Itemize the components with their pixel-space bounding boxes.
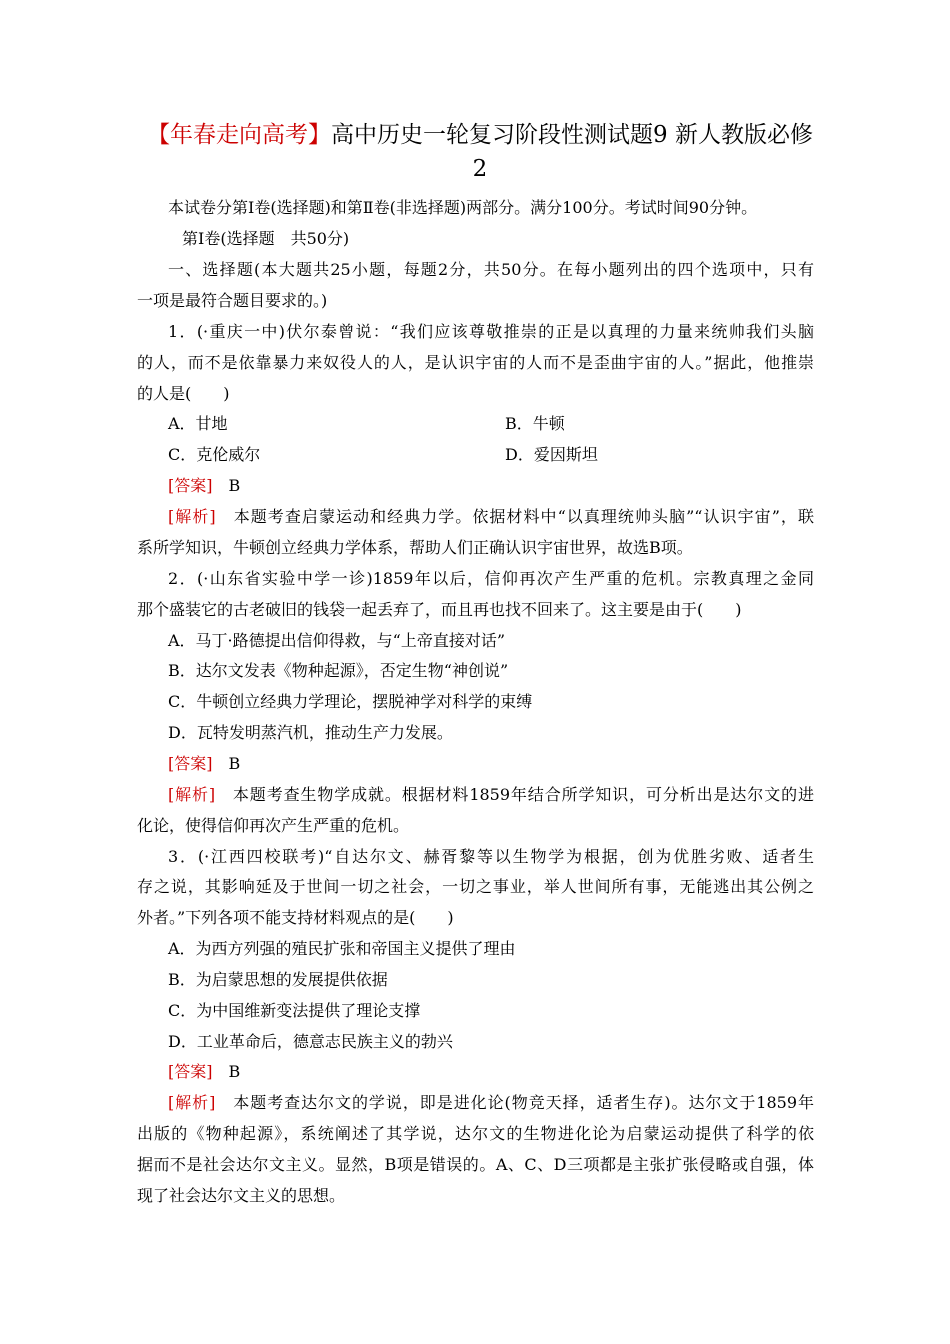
q1-stem-line-2: 的人，而不是依靠暴力来奴役人的人，是认识宇宙的人而不是歪曲宇宙的人。”据此，他推崇 <box>137 353 814 372</box>
q3-option-c: C．为中国维新变法提供了理论支撑 <box>168 1001 421 1020</box>
instructions-line-1: 一、选择题(本大题共25小题，每题2分，共50分。在每小题列出的四个选项中，只有 <box>168 260 814 279</box>
analysis-text: 本题考查达尔文的学说，即是进化论(物竞天择，适者生存)。达尔文于1859年 <box>233 1093 814 1112</box>
q2-option-a: A．马丁·路德提出信仰得救，与“上帝直接对话” <box>168 631 506 650</box>
document-title <box>140 118 820 186</box>
analysis-text: 本题考查启蒙运动和经典力学。依据材料中“以真理统帅头脑”“认识宇宙”，联 <box>233 507 814 526</box>
q3-analysis-line-1 <box>168 1093 814 1113</box>
q2-option-c: C．牛顿创立经典力学理论，摆脱神学对科学的束缚 <box>168 692 533 711</box>
q1-stem-line-3: 的人是( ) <box>137 384 230 403</box>
q3-stem-line-1: 3．(·江西四校联考)“自达尔文、赫胥黎等以生物学为根据，创为优胜劣败、适者生 <box>168 847 814 866</box>
q2-answer <box>168 754 240 774</box>
q3-option-d: D．工业革命后，德意志民族主义的勃兴 <box>168 1032 453 1051</box>
q1-option-c: C．克伦威尔 <box>168 445 261 464</box>
analysis-tag: [解析] <box>168 1093 216 1112</box>
q1-option-b: B．牛顿 <box>505 414 565 433</box>
answer-value: B <box>228 476 241 495</box>
answer-tag: [答案] <box>168 1062 213 1081</box>
q2-option-b: B．达尔文发表《物种起源》，否定生物“神创说” <box>168 661 509 680</box>
q3-analysis-line-2: 出版的《物种起源》，系统阐述了其学说，达尔文的生物进化论为启蒙运动提供了科学的依 <box>137 1124 814 1143</box>
q3-stem-line-3: 外者。”下列各项不能支持材料观点的是( ) <box>137 908 454 927</box>
q3-option-b: B．为启蒙思想的发展提供依据 <box>168 970 388 989</box>
q3-stem-line-2: 存之说，其影响延及于世间一切之社会，一切之事业，举人世间所有事，无能逃出其公例之 <box>137 877 814 896</box>
q2-analysis-line-1 <box>168 785 814 805</box>
q1-answer <box>168 476 240 496</box>
q1-analysis-line-1 <box>168 507 814 527</box>
analysis-tag: [解析] <box>168 785 216 804</box>
q2-analysis-line-2: 化论，使得信仰再次产生严重的危机。 <box>137 816 410 835</box>
q1-option-a: A．甘地 <box>168 414 228 433</box>
analysis-tag: [解析] <box>168 507 216 526</box>
answer-tag: [答案] <box>168 754 213 773</box>
q2-option-d: D．瓦特发明蒸汽机，推动生产力发展。 <box>168 723 453 742</box>
analysis-text: 本题考查生物学成就。根据材料1859年结合所学知识，可分析出是达尔文的进 <box>232 785 814 804</box>
answer-tag: [答案] <box>168 476 213 495</box>
title-brand: 【年春走向高考】 <box>147 122 332 148</box>
q2-stem-line-2: 那个盛装它的古老破旧的钱袋一起丢弃了，而且再也找不回来了。这主要是由于( ) <box>137 600 742 619</box>
answer-value: B <box>228 1062 241 1081</box>
q2-stem-line-1: 2．(·山东省实验中学一诊)1859年以后，信仰再次产生严重的危机。宗教真理之金同 <box>168 569 814 588</box>
section-title: 第Ⅰ卷(选择题 共50分) <box>182 229 350 248</box>
q3-analysis-line-3: 据而不是社会达尔文主义。显然，B项是错误的。A、C、D三项都是主张扩张侵略或自强，体 <box>137 1155 814 1174</box>
q1-stem-line-1: 1．(·重庆一中)伏尔泰曾说：“我们应该尊敬推崇的正是以真理的力量来统帅我们头脑 <box>168 322 814 341</box>
q3-answer <box>168 1062 240 1082</box>
q1-analysis-line-2: 系所学知识，牛顿创立经典力学体系，帮助人们正确认识宇宙世界，故选B项。 <box>137 538 693 557</box>
instructions-line-2: 一项是最符合题目要求的。) <box>137 291 328 310</box>
q3-option-a: A．为西方列强的殖民扩张和帝国主义提供了理由 <box>168 939 516 958</box>
q1-option-d: D．爱因斯坦 <box>505 445 598 464</box>
title-text: 高中历史一轮复习阶段性测试题9 新人教版必修2 <box>331 122 813 182</box>
q3-analysis-line-4: 现了社会达尔文主义的思想。 <box>137 1186 346 1205</box>
answer-value: B <box>228 754 241 773</box>
intro-text: 本试卷分第Ⅰ卷(选择题)和第Ⅱ卷(非选择题)两部分。满分100分。考试时间90分钟。 <box>168 198 758 217</box>
